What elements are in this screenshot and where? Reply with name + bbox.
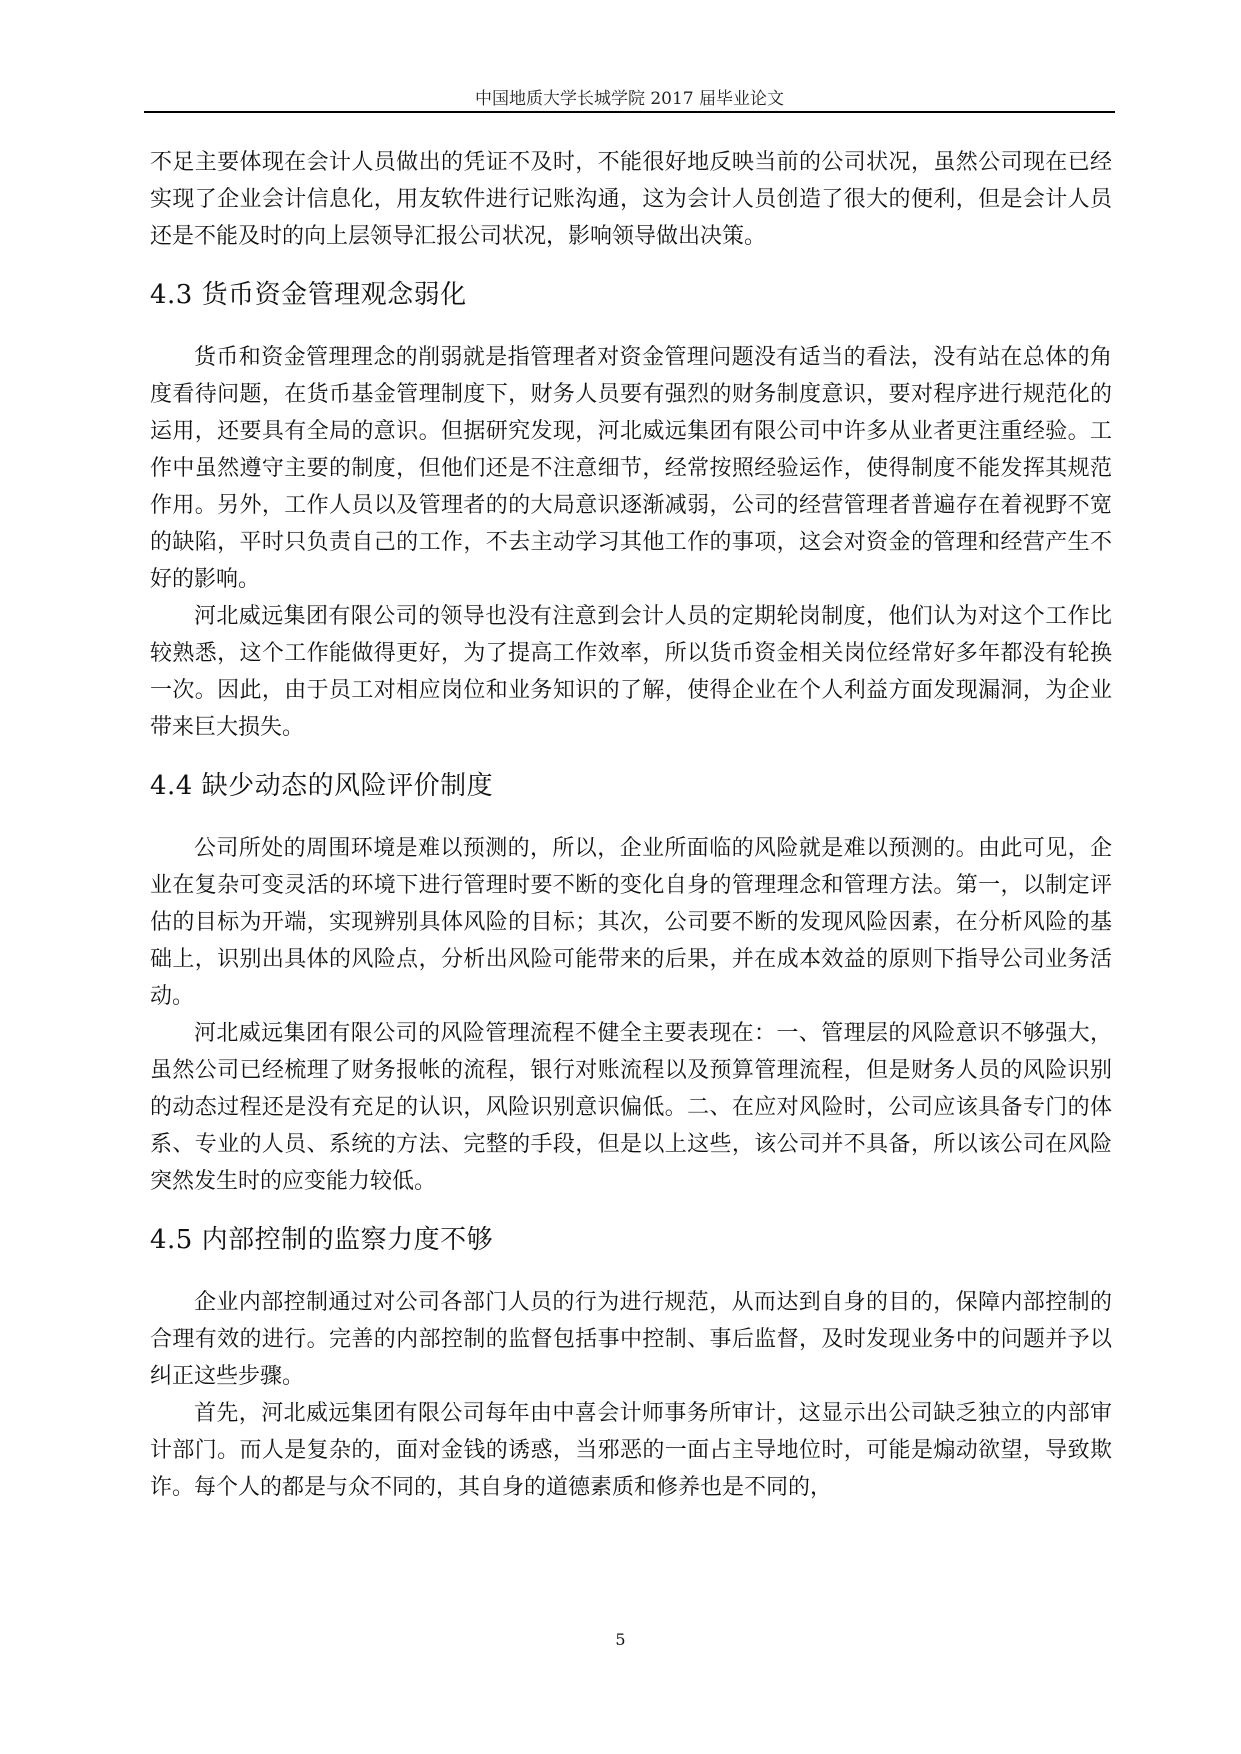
paragraph: 货币和资金管理理念的削弱就是指管理者对资金管理问题没有适当的看法，没有站在总体的角度看待问题，在货币基金管理制度下，财务人员要有强烈的财务制度意识，要对程序进行规范化的运用，还要具有全局的意识。但据研究发现，河北威远集团有限公司中许多从业者更注重经验。工作中虽然遵守主要的制度，但他们还是不注意细节，经常按照经验运作，使得制度不能发挥其规范作用。另外，工作人员以及管理者的的大局意识逐渐减弱，公司的经营管理者普遍存在着视野不宽的缺陷，平时只负责自己的工作，不去主动学习其他工作的事项，这会对资金的管理和经营产生不好的影响。 bbox=[150, 345, 1112, 592]
paragraph: 不足主要体现在会计人员做出的凭证不及时，不能很好地反映当前的公司状况，虽然公司现在已经实现了企业会计信息化，用友软件进行记账沟通，这为会计人员创造了很大的便利，但是会计人员还是不能及时的向上层领导汇报公司状况，影响领导做出决策。 bbox=[150, 150, 1112, 249]
paragraph: 首先，河北威远集团有限公司每年由中喜会计师事务所审计，这显示出公司缺乏独立的内部审计部门。而人是复杂的，面对金钱的诱惑，当邪恶的一面占主导地位时，可能是煽动欲望，导致欺诈。每个人的都是与众不同的，其自身的道德素质和修养也是不同的， bbox=[150, 1401, 1112, 1500]
section-heading-4-5: 4.5 内部控制的监察力度不够 bbox=[150, 1225, 494, 1255]
section-heading-4-4: 4.4 缺少动态的风险评价制度 bbox=[150, 771, 494, 801]
running-header: 中国地质大学长城学院 2017 届毕业论文 bbox=[474, 89, 785, 109]
page-body bbox=[150, 144, 1112, 1506]
header-rule bbox=[144, 111, 1115, 113]
page-number: 5 bbox=[615, 1630, 626, 1649]
paragraph: 公司所处的周围环境是难以预测的，所以，企业所面临的风险就是难以预测的。由此可见，企业在复杂可变灵活的环境下进行管理时要不断的变化自身的管理理念和管理方法。第一，以制定评估的目标为开端，实现辨别具体风险的目标；其次，公司要不断的发现风险因素，在分析风险的基础上，识别出具体的风险点，分析出风险可能带来的后果，并在成本效益的原则下指导公司业务活动。 bbox=[150, 836, 1112, 1009]
paragraph: 河北威远集团有限公司的风险管理流程不健全主要表现在：一、管理层的风险意识不够强大，虽然公司已经梳理了财务报帐的流程，银行对账流程以及预算管理流程，但是财务人员的风险识别的动态过程还是没有充足的认识，风险识别意识偏低。二、在应对风险时，公司应该具备专门的体系、专业的人员、系统的方法、完整的手段，但是以上这些，该公司并不具备，所以该公司在风险突然发生时的应变能力较低。 bbox=[150, 1021, 1112, 1194]
section-heading-4-3: 4.3 货币资金管理观念弱化 bbox=[150, 280, 467, 310]
paragraph: 企业内部控制通过对公司各部门人员的行为进行规范，从而达到自身的目的，保障内部控制的合理有效的进行。完善的内部控制的监督包括事中控制、事后监督，及时发现业务中的问题并予以纠正这些步骤。 bbox=[150, 1290, 1112, 1389]
paragraph: 河北威远集团有限公司的领导也没有注意到会计人员的定期轮岗制度，他们认为对这个工作比较熟悉，这个工作能做得更好，为了提高工作效率，所以货币资金相关岗位经常好多年都没有轮换一次。因此，由于员工对相应岗位和业务知识的了解，使得企业在个人利益方面发现漏洞，为企业带来巨大损失。 bbox=[150, 604, 1112, 740]
